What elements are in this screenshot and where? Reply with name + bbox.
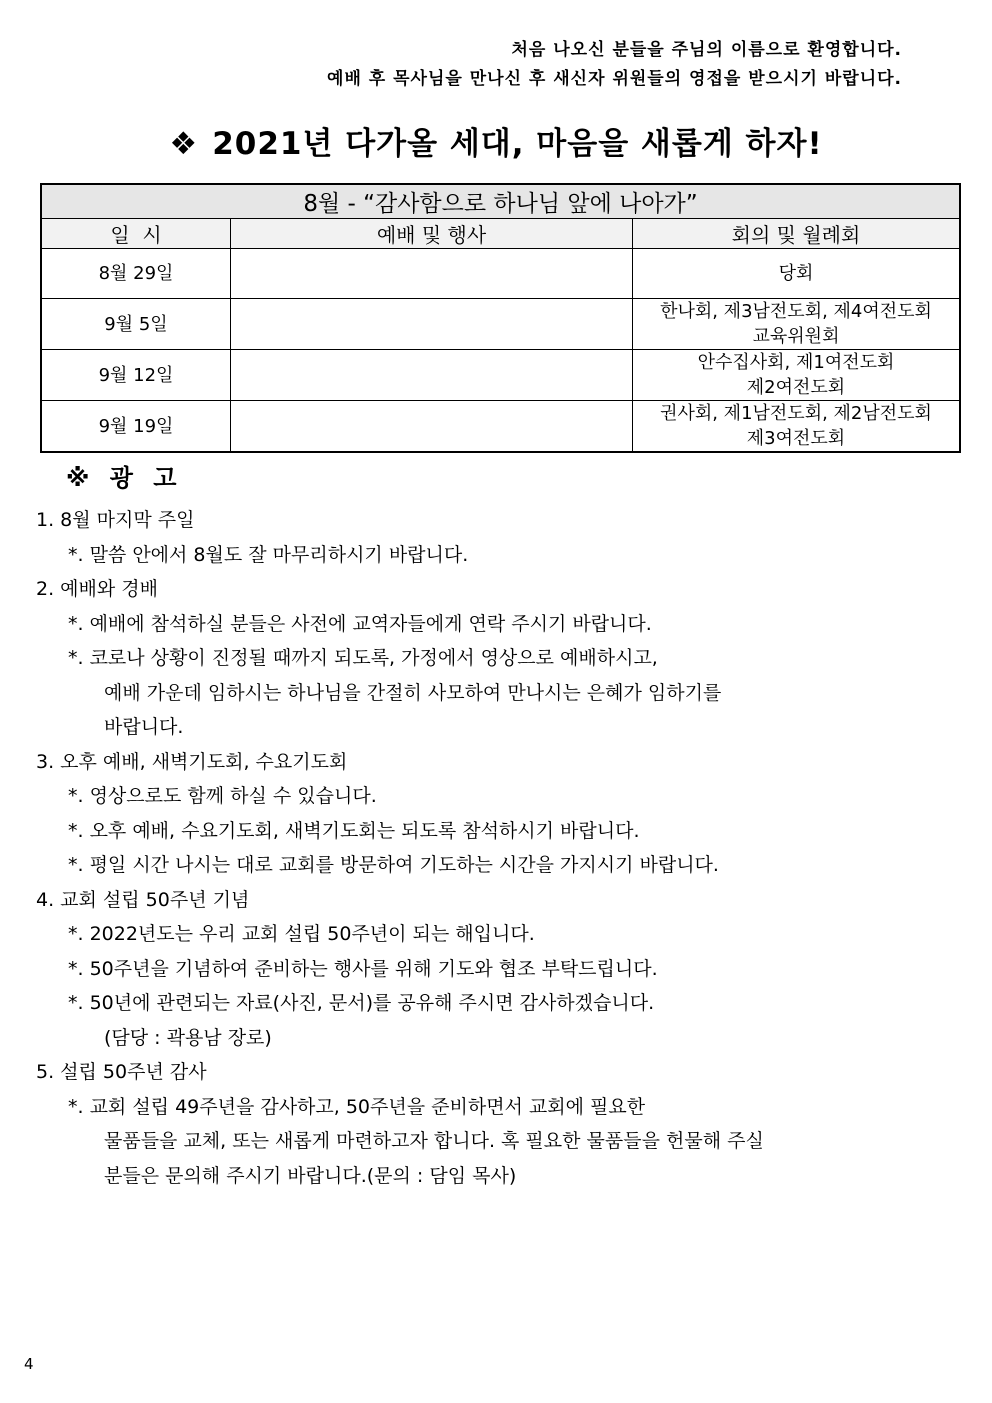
welcome-line-1: 처음 나오신 분들을 주님의 이름으로 환영합니다. bbox=[511, 40, 902, 60]
row-date: 9월 19일 bbox=[41, 401, 231, 453]
table-row bbox=[41, 350, 960, 401]
announcement-item bbox=[36, 745, 936, 883]
table-row bbox=[41, 299, 960, 350]
announcement-line: 예배 가운데 임하시는 하나님을 간절히 사모하여 만나시는 은혜가 임하기를 bbox=[104, 681, 722, 704]
announcement-title: 1. 8월 마지막 주일 bbox=[36, 509, 195, 531]
announcement-title: 2. 예배와 경배 bbox=[36, 578, 158, 600]
announcement-line: *. 영상으로도 함께 하실 수 있습니다. bbox=[68, 785, 377, 807]
welcome-message bbox=[327, 36, 902, 94]
header-services: 예배 및 행사 bbox=[231, 219, 633, 249]
announcement-item bbox=[36, 883, 936, 1056]
announcement-line: 물품들을 교체, 또는 새롭게 마련하고자 합니다. 혹 필요한 물품들을 헌물해 주실 bbox=[104, 1130, 764, 1152]
row-event bbox=[231, 249, 633, 299]
table-row bbox=[41, 249, 960, 299]
announcement-line: *. 교회 설립 49주년을 감사하고, 50주년을 준비하면서 교회에 필요한 bbox=[68, 1095, 646, 1118]
announcement-line: *. 2022년도는 우리 교회 설립 50주년이 되는 해입니다. bbox=[68, 923, 535, 945]
header-meetings: 회의 및 월례회 bbox=[633, 219, 961, 249]
row-meeting: 안수집사회, 제1여전도회 제2여전도회 bbox=[633, 350, 961, 401]
announcements-title: ※ 광 고 bbox=[66, 464, 183, 492]
diamond-bullet-icon: ❖ bbox=[169, 126, 199, 162]
theme-text: 2021년 다가올 세대, 마음을 새롭게 하자! bbox=[212, 126, 823, 162]
schedule-header-row bbox=[41, 219, 960, 249]
announcement-title: 3. 오후 예배, 새벽기도회, 수요기도회 bbox=[36, 750, 348, 773]
announcement-line: *. 평일 시간 나시는 대로 교회를 방문하여 기도하는 시간을 가지시기 바랍니다. bbox=[68, 854, 719, 876]
row-event bbox=[231, 350, 633, 401]
row-meeting: 당회 bbox=[633, 249, 961, 299]
announcement-line: (담당 : 곽용남 장로) bbox=[104, 1026, 272, 1049]
row-event bbox=[231, 299, 633, 350]
yearly-theme bbox=[0, 118, 992, 163]
announcement-line: *. 코로나 상황이 진정될 때까지 되도록, 가정에서 영상으로 예배하시고, bbox=[68, 647, 658, 669]
announcement-item bbox=[36, 1055, 936, 1193]
announcement-line: *. 말씀 안에서 8월도 잘 마무리하시기 바랍니다. bbox=[68, 543, 469, 566]
row-meeting: 권사회, 제1남전도회, 제2남전도회 제3여전도회 bbox=[633, 401, 961, 453]
announcement-title: 5. 설립 50주년 감사 bbox=[36, 1061, 207, 1083]
announcement-item bbox=[36, 503, 936, 572]
announcement-line: 분들은 문의해 주시기 바랍니다.(문의 : 담임 목사) bbox=[104, 1164, 517, 1187]
row-date: 9월 5일 bbox=[41, 299, 231, 350]
announcement-line: 바랍니다. bbox=[104, 716, 184, 738]
announcements-list bbox=[36, 503, 936, 1193]
announcement-line: *. 50주년을 기념하여 준비하는 행사를 위해 기도와 협조 부탁드립니다. bbox=[68, 957, 658, 980]
header-date: 일 시 bbox=[41, 219, 231, 249]
schedule-month-row bbox=[41, 184, 960, 219]
table-row bbox=[41, 401, 960, 453]
row-date: 8월 29일 bbox=[41, 249, 231, 299]
announcement-title: 4. 교회 설립 50주년 기념 bbox=[36, 888, 250, 911]
month-theme: 8월 - “감사함으로 하나님 앞에 나아가” bbox=[41, 184, 960, 219]
announcement-line: *. 50년에 관련되는 자료(사진, 문서)를 공유해 주시면 감사하겠습니다. bbox=[68, 992, 655, 1014]
page-number: 4 bbox=[24, 1355, 34, 1373]
announcement-line: *. 오후 예배, 수요기도회, 새벽기도회는 되도록 참석하시기 바랍니다. bbox=[68, 819, 640, 842]
row-meeting: 한나회, 제3남전도회, 제4여전도회 교육위원회 bbox=[633, 299, 961, 350]
welcome-line-2: 예배 후 목사님을 만나신 후 새신자 위원들의 영접을 받으시기 바랍니다. bbox=[327, 69, 902, 89]
row-date: 9월 12일 bbox=[41, 350, 231, 401]
schedule-table bbox=[40, 183, 961, 453]
row-event bbox=[231, 401, 633, 453]
announcement-item bbox=[36, 572, 936, 745]
announcement-line: *. 예배에 참석하실 분들은 사전에 교역자들에게 연락 주시기 바랍니다. bbox=[68, 612, 652, 635]
